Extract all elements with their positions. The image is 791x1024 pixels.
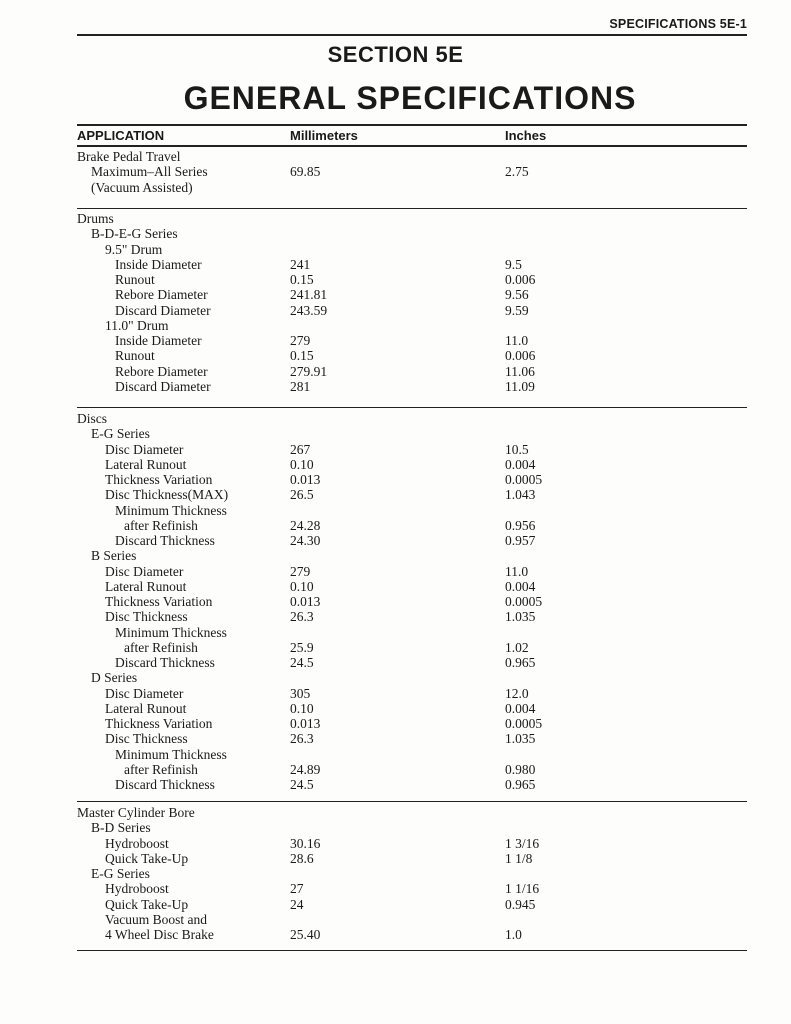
inches-cell: 0.965: [505, 655, 536, 670]
application-cell: Hydroboost: [105, 881, 169, 897]
table-row: [0, 716, 791, 731]
application-cell: Minimum Thickness: [115, 624, 227, 640]
group-divider: [77, 950, 747, 951]
table-row: [0, 670, 791, 685]
application-cell: Discard Thickness: [115, 533, 215, 548]
millimeters-cell: 28.6: [290, 850, 314, 866]
table-row: [0, 594, 791, 609]
table-row: [0, 318, 791, 333]
column-header-millimeters: Millimeters: [290, 128, 358, 143]
table-row: [0, 180, 791, 195]
inches-cell: 1 3/16: [505, 835, 540, 851]
inches-cell: 0.956: [505, 517, 536, 533]
table-row: [0, 348, 791, 363]
application-cell: after Refinish: [124, 761, 198, 777]
inches-cell: 9.5: [505, 256, 522, 272]
application-cell: 9.5" Drum: [105, 241, 163, 257]
table-row: [0, 701, 791, 716]
millimeters-cell: 281: [290, 378, 311, 394]
application-cell: Disc Thickness: [105, 609, 188, 625]
inches-cell: 1.035: [505, 609, 536, 625]
inches-cell: 0.945: [505, 896, 536, 912]
column-header-application: APPLICATION: [77, 128, 165, 143]
table-row: [0, 211, 791, 226]
application-cell: Inside Diameter: [115, 256, 202, 272]
application-cell: Lateral Runout: [105, 578, 187, 594]
table-row: [0, 287, 791, 302]
application-cell: Brake Pedal Travel: [77, 149, 181, 164]
table-row: [0, 364, 791, 379]
inches-cell: 0.0005: [505, 472, 543, 487]
inches-cell: 1.02: [505, 639, 529, 655]
inches-cell: 9.56: [505, 287, 529, 303]
millimeters-cell: 305: [290, 685, 311, 701]
table-row: [0, 564, 791, 579]
millimeters-cell: 30.16: [290, 835, 321, 851]
application-cell: Inside Diameter: [115, 333, 202, 348]
inches-cell: 1.0: [505, 927, 522, 942]
application-cell: D Series: [91, 670, 138, 686]
application-cell: Discard Diameter: [115, 378, 211, 394]
table-row: [0, 149, 791, 164]
inches-cell: 0.980: [505, 761, 536, 777]
column-header-inches: Inches: [505, 128, 547, 143]
application-cell: Lateral Runout: [105, 700, 187, 716]
millimeters-cell: 69.85: [290, 164, 321, 180]
inches-cell: 0.957: [505, 533, 536, 548]
section-heading: SECTION 5E: [327, 42, 464, 67]
table-row: [0, 625, 791, 640]
application-cell: Disc Diameter: [105, 441, 184, 457]
millimeters-cell: 0.10: [290, 700, 314, 716]
inches-cell: 1 1/8: [505, 850, 533, 866]
inches-cell: 0.004: [505, 700, 536, 716]
table-row: [0, 851, 791, 866]
table-row: [0, 164, 791, 179]
table-row: [0, 747, 791, 762]
millimeters-cell: 243.59: [290, 302, 328, 318]
inches-cell: 11.09: [505, 378, 535, 394]
table-row: [0, 912, 791, 927]
application-cell: Master Cylinder Bore: [77, 805, 195, 820]
inches-cell: 1 1/16: [505, 881, 540, 897]
application-cell: Maximum–All Series: [91, 164, 208, 180]
table-row: [0, 442, 791, 457]
table-row: [0, 379, 791, 394]
application-cell: Minimum Thickness: [115, 746, 227, 762]
table-row: [0, 242, 791, 257]
millimeters-cell: 0.10: [290, 578, 314, 594]
table-row: [0, 257, 791, 272]
inches-cell: 2.75: [505, 164, 529, 180]
page-label: SPECIFICATIONS 5E-1: [609, 17, 747, 31]
inches-cell: 0.0005: [505, 594, 543, 609]
inches-cell: 1.043: [505, 487, 536, 503]
millimeters-cell: 24.5: [290, 655, 314, 670]
table-row: [0, 777, 791, 792]
table-row: [0, 866, 791, 881]
application-cell: Rebore Diameter: [115, 287, 208, 303]
millimeters-cell: 241: [290, 256, 311, 272]
inches-cell: 11.06: [505, 363, 535, 379]
millimeters-cell: 26.3: [290, 609, 314, 625]
application-cell: Discs: [77, 411, 107, 426]
application-cell: B-D-E-G Series: [91, 226, 178, 242]
application-cell: after Refinish: [124, 517, 198, 533]
table-row: [0, 836, 791, 851]
application-cell: Discard Diameter: [115, 302, 211, 318]
millimeters-cell: 24: [290, 896, 304, 912]
inches-cell: 10.5: [505, 441, 529, 457]
millimeters-cell: 25.9: [290, 639, 314, 655]
application-cell: Runout: [115, 272, 155, 287]
title-rule: [77, 124, 747, 126]
inches-cell: 1.035: [505, 731, 536, 747]
application-cell: B Series: [91, 548, 137, 564]
table-row: [0, 881, 791, 896]
millimeters-cell: 27: [290, 881, 304, 897]
top-rule: [77, 34, 747, 36]
table-row: [0, 548, 791, 563]
inches-cell: 0.006: [505, 272, 536, 287]
millimeters-cell: 267: [290, 441, 311, 457]
header-rule: [77, 145, 747, 147]
millimeters-cell: 0.15: [290, 272, 314, 287]
table-row: [0, 503, 791, 518]
table-row: [0, 579, 791, 594]
application-cell: Vacuum Boost and: [105, 911, 207, 927]
inches-cell: 9.59: [505, 302, 529, 318]
table-row: [0, 411, 791, 426]
application-cell: after Refinish: [124, 639, 198, 655]
table-row: [0, 609, 791, 624]
application-cell: (Vacuum Assisted): [91, 179, 193, 195]
inches-cell: 0.004: [505, 456, 536, 472]
application-cell: Thickness Variation: [105, 472, 213, 487]
table-row: [0, 272, 791, 287]
application-cell: Quick Take-Up: [105, 850, 189, 866]
group-divider: [77, 208, 747, 209]
table-row: [0, 820, 791, 835]
table-row: [0, 487, 791, 502]
table-row: [0, 640, 791, 655]
application-cell: Disc Diameter: [105, 563, 184, 579]
table-row: [0, 927, 791, 942]
application-cell: E-G Series: [91, 426, 150, 442]
application-cell: Quick Take-Up: [105, 896, 189, 912]
millimeters-cell: 241.81: [290, 287, 328, 303]
application-cell: Rebore Diameter: [115, 363, 208, 379]
application-cell: Discard Thickness: [115, 777, 215, 792]
application-cell: 4 Wheel Disc Brake: [105, 927, 214, 942]
application-cell: B-D Series: [91, 820, 151, 836]
table-row: [0, 226, 791, 241]
table-row: [0, 457, 791, 472]
millimeters-cell: 26.3: [290, 731, 314, 747]
millimeters-cell: 0.013: [290, 594, 321, 609]
inches-cell: 0.006: [505, 348, 536, 364]
inches-cell: 0.965: [505, 777, 536, 792]
table-row: [0, 762, 791, 777]
application-cell: Disc Thickness: [105, 731, 188, 747]
table-row: [0, 805, 791, 820]
millimeters-cell: 0.013: [290, 472, 321, 487]
application-cell: E-G Series: [91, 866, 150, 881]
millimeters-cell: 24.89: [290, 761, 321, 777]
application-cell: Discard Thickness: [115, 655, 215, 670]
application-cell: Lateral Runout: [105, 456, 187, 472]
table-row: [0, 426, 791, 441]
millimeters-cell: 279: [290, 333, 311, 348]
table-row: [0, 655, 791, 670]
application-cell: Thickness Variation: [105, 594, 213, 609]
millimeters-cell: 24.30: [290, 533, 321, 548]
table-row: [0, 731, 791, 746]
application-cell: Thickness Variation: [105, 716, 213, 731]
inches-cell: 11.0: [505, 563, 529, 579]
table-row: [0, 333, 791, 348]
millimeters-cell: 0.10: [290, 456, 314, 472]
table-row: [0, 303, 791, 318]
inches-cell: 0.004: [505, 578, 536, 594]
table-row: [0, 518, 791, 533]
millimeters-cell: 279: [290, 563, 311, 579]
table-row: [0, 533, 791, 548]
application-cell: Minimum Thickness: [115, 502, 227, 518]
application-cell: 11.0" Drum: [105, 317, 169, 333]
application-cell: Disc Diameter: [105, 685, 184, 701]
inches-cell: 0.0005: [505, 716, 543, 731]
table-row: [0, 686, 791, 701]
millimeters-cell: 0.15: [290, 348, 314, 364]
millimeters-cell: 26.5: [290, 487, 314, 503]
millimeters-cell: 0.013: [290, 716, 321, 731]
application-cell: Drums: [77, 211, 114, 226]
group-divider: [77, 801, 747, 802]
table-row: [0, 472, 791, 487]
table-row: [0, 897, 791, 912]
inches-cell: 12.0: [505, 685, 529, 701]
application-cell: Hydroboost: [105, 835, 169, 851]
inches-cell: 11.0: [505, 333, 529, 348]
application-cell: Disc Thickness(MAX): [105, 487, 229, 503]
millimeters-cell: 24.28: [290, 517, 321, 533]
application-cell: Runout: [115, 348, 155, 364]
millimeters-cell: 24.5: [290, 777, 314, 792]
millimeters-cell: 279.91: [290, 363, 328, 379]
group-divider: [77, 407, 747, 408]
millimeters-cell: 25.40: [290, 927, 321, 942]
page-title: GENERAL SPECIFICATIONS: [183, 80, 637, 116]
